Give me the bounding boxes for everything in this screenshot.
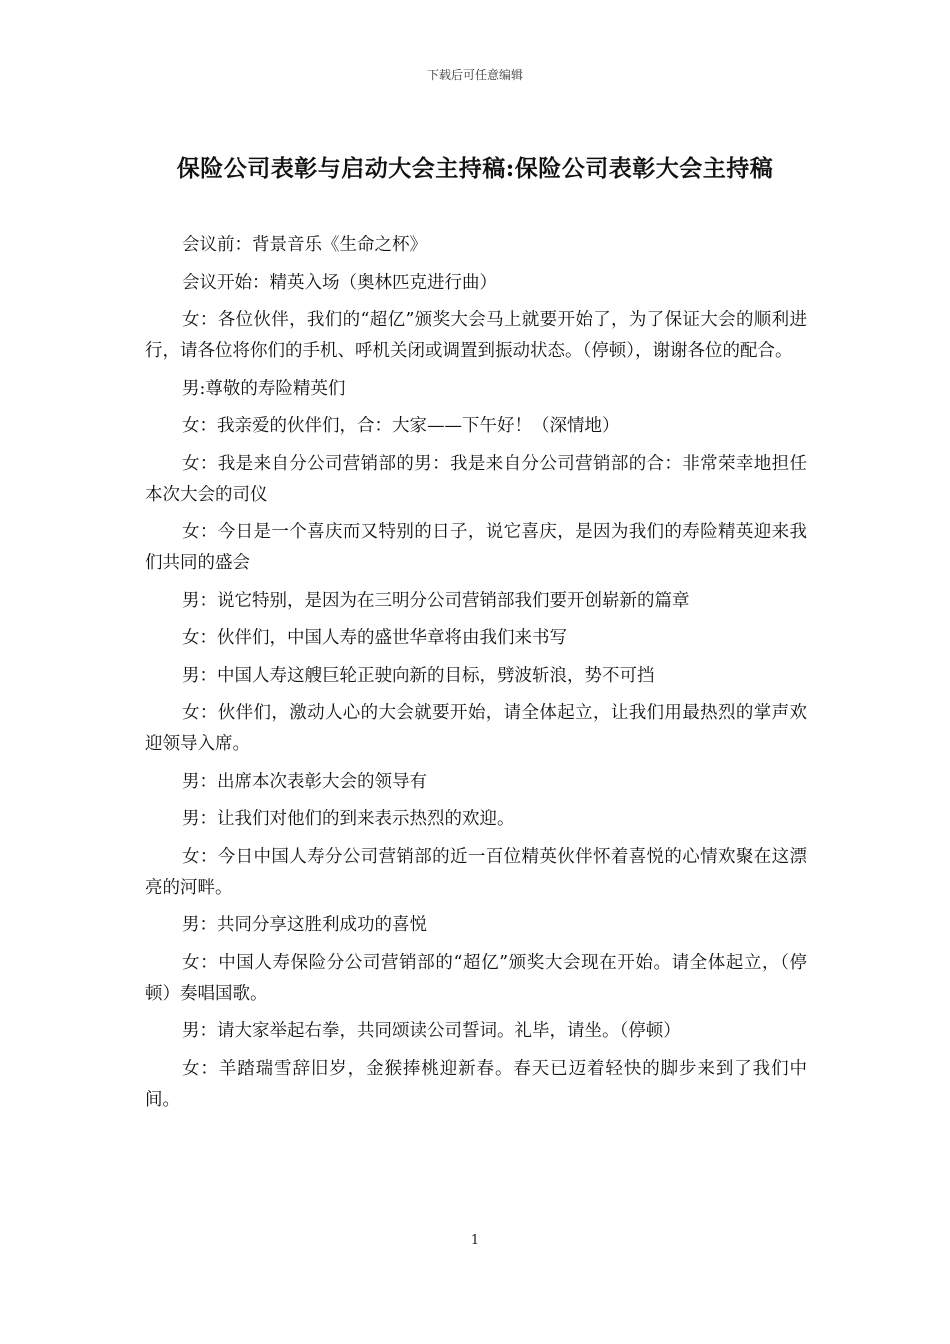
paragraph: 女：我是来自分公司营销部的男：我是来自分公司营销部的合：非常荣幸地担任本次大会的司仪 [145, 453, 807, 505]
paragraph: 男：出席本次表彰大会的领导有 [182, 771, 427, 792]
paragraph: 女：羊踏瑞雪辞旧岁，金猴捧桃迎新春。春天已迈着轻快的脚步来到了我们中间。 [145, 1058, 807, 1110]
paragraph: 女：伙伴们，中国人寿的盛世华章将由我们来书写 [182, 628, 567, 648]
document-title: 保险公司表彰与启动大会主持稿:保险公司表彰大会主持稿 [176, 155, 774, 182]
paragraph: 男：说它特别，是因为在三明分公司营销部我们要开创崭新的篇章 [182, 590, 690, 611]
paragraph: 男：让我们对他们的到来表示热烈的欢迎。 [182, 809, 515, 829]
paragraph: 会议开始：精英入场（奥林匹克进行曲） [182, 272, 497, 293]
document-body [145, 230, 807, 1122]
paragraph: 女：中国人寿保险分公司营销部的“超亿”颁奖大会现在开始。请全体起立，（停顿）奏唱国歌。 [145, 952, 807, 1004]
page-header-note: 下载后可任意编辑 [426, 68, 523, 82]
paragraph: 女：我亲爱的伙伴们，合：大家——下午好！（深情地） [182, 416, 620, 436]
page-number: 1 [470, 1233, 480, 1248]
paragraph: 女：伙伴们，激动人心的大会就要开始，请全体起立，让我们用最热烈的掌声欢迎领导入席。 [145, 703, 807, 754]
paragraph: 女：今日是一个喜庆而又特别的日子，说它喜庆，是因为我们的寿险精英迎来我们共同的盛会 [145, 522, 807, 573]
paragraph: 男：共同分享这胜利成功的喜悦 [182, 915, 427, 935]
paragraph: 会议前：背景音乐《生命之杯》 [182, 235, 427, 255]
paragraph: 女：今日中国人寿分公司营销部的近一百位精英伙伴怀着喜悦的心情欢聚在这漂亮的河畔。 [145, 846, 807, 898]
paragraph: 男：中国人寿这艘巨轮正驶向新的目标，劈波斩浪，势不可挡 [182, 665, 655, 686]
paragraph: 男：请大家举起右拳，共同颂读公司誓词。礼毕，请坐。（停顿） [182, 1021, 681, 1041]
paragraph: 女：各位伙伴，我们的“超亿”颁奖大会马上就要开始了，为了保证大会的顺利进行，请各位将你们的手机、呼机关闭或调置到振动状态。（停顿），谢谢各位的配合。 [145, 310, 807, 361]
paragraph: 男:尊敬的寿险精英们 [182, 378, 346, 399]
